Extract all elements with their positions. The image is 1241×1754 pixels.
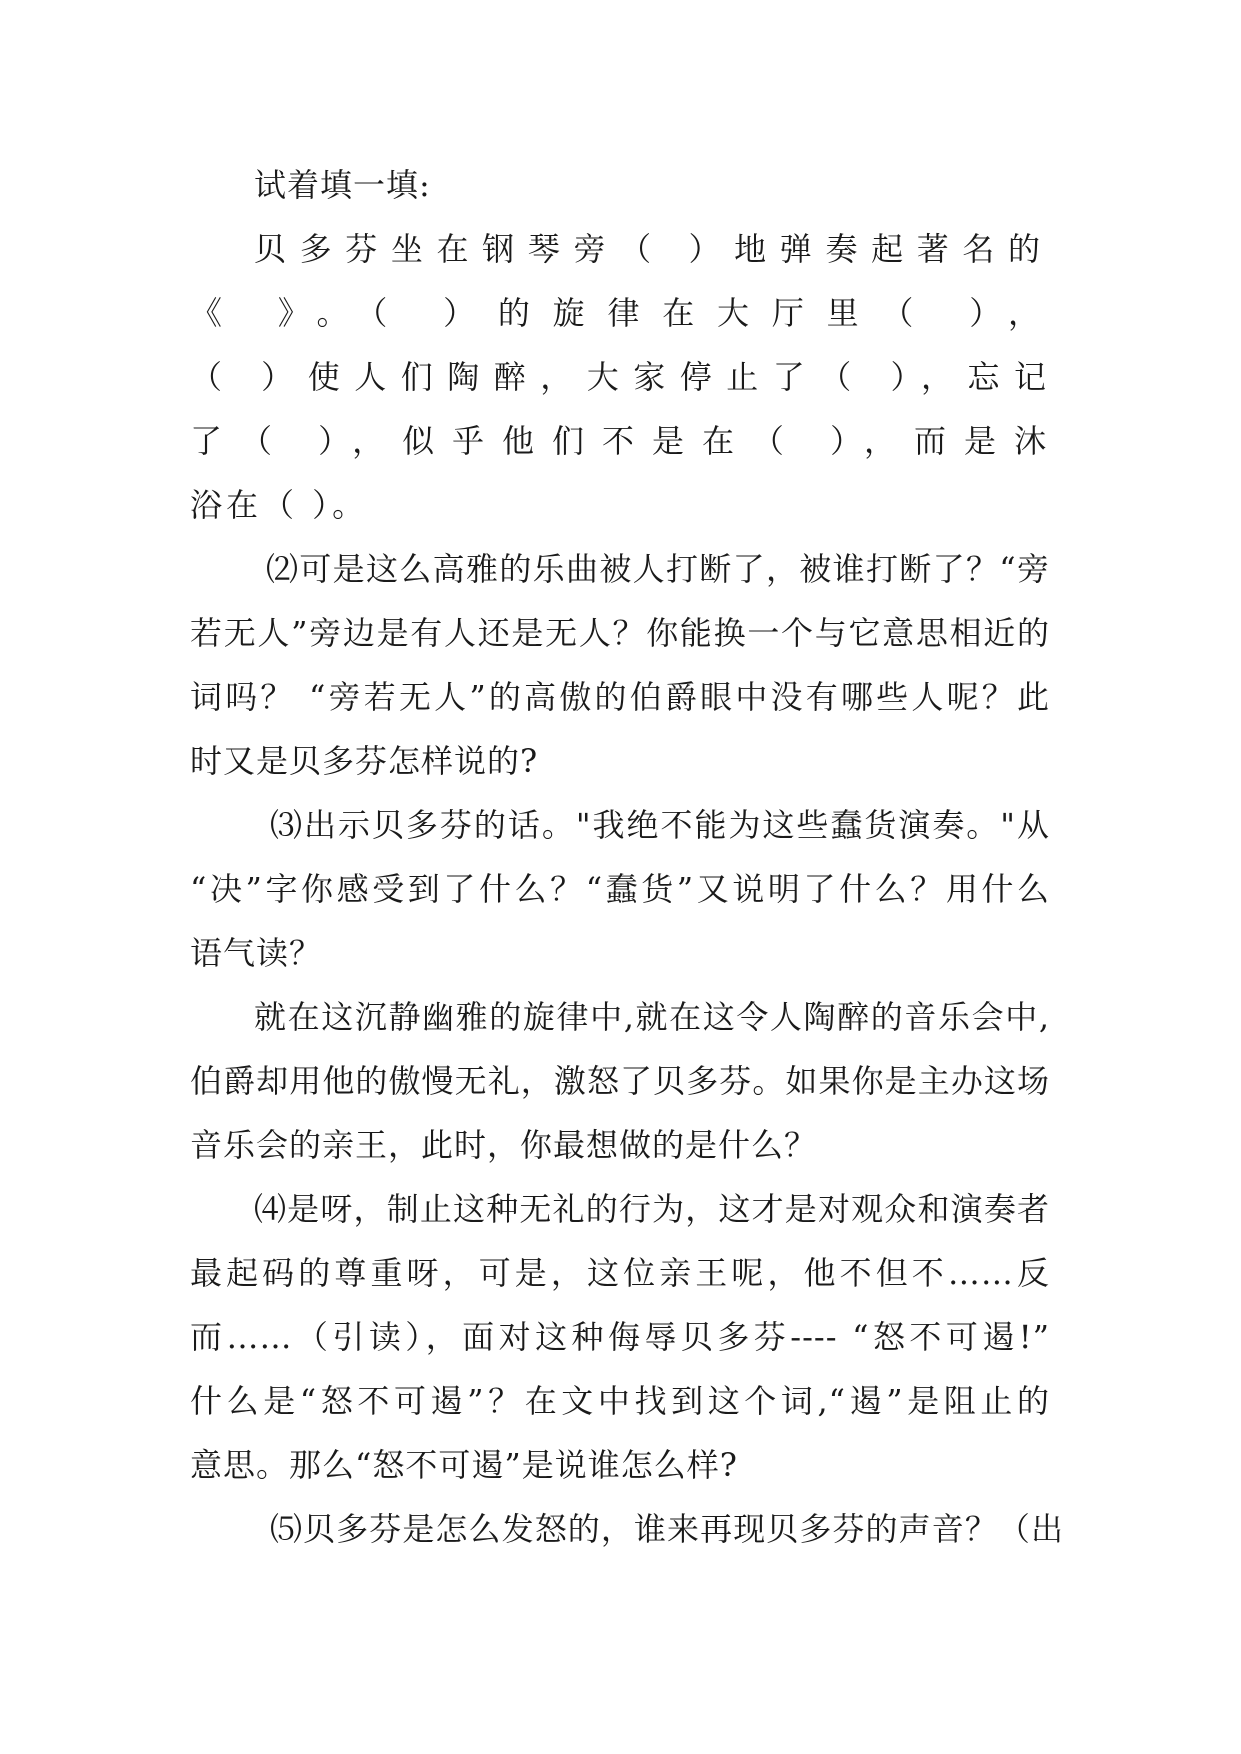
fill-blank-line-3: （ ）使人们陶醉，大家停止了（ ），忘记 [190, 358, 1050, 396]
paragraph-4-line-2: 伯爵却用他的傲慢无礼，激怒了贝多芬。如果你是主办这场 [190, 1062, 1050, 1100]
paragraph-5-line-1: ⑷是呀，制止这种无礼的行为，这才是对观众和演奏者 [254, 1190, 1050, 1228]
paragraph-2-line-2: 若无人”旁边是有人还是无人？你能换一个与它意思相近的 [190, 614, 1050, 652]
paragraph-5-line-4: 什么是“怒不可遏”？在文中找到这个词,“遏”是阻止的 [190, 1382, 1050, 1420]
fill-blank-line-5: 浴在（ ）。 [190, 486, 369, 524]
paragraph-5-line-5: 意思。那么“怒不可遏”是说谁怎么样? [190, 1446, 738, 1484]
paragraph-3-line-1: ⑶出示贝多芬的话。"我绝不能为这些蠢货演奏。"从 [270, 806, 1050, 844]
instruction-line: 试着填一填: [254, 166, 431, 204]
paragraph-2-line-4: 时又是贝多芬怎样说的? [190, 742, 539, 780]
fill-blank-line-2: 《 》。（ ）的旋律在大厅里（ ）， [190, 294, 1050, 332]
paragraph-5-line-2: 最起码的尊重呀，可是，这位亲王呢，他不但不……反 [190, 1254, 1050, 1292]
paragraph-6-line-1: ⑸贝多芬是怎么发怒的，谁来再现贝多芬的声音？（出 [270, 1510, 1064, 1548]
fill-blank-line-1: 贝多芬坐在钢琴旁（ ）地弹奏起著名的 [254, 230, 1050, 268]
paragraph-4-line-1: 就在这沉静幽雅的旋律中,就在这令人陶醉的音乐会中, [254, 998, 1050, 1036]
paragraph-2-line-3: 词吗？ “旁若无人”的高傲的伯爵眼中没有哪些人呢？此 [190, 678, 1050, 716]
paragraph-4-line-3: 音乐会的亲王，此时，你最想做的是什么？ [190, 1126, 818, 1164]
paragraph-5-line-3: 而……（引读），面对这种侮辱贝多芬---- “怒不可遏!” [190, 1318, 1050, 1356]
paragraph-3-line-2: “决”字你感受到了什么？“蠢货”又说明了什么？用什么 [190, 870, 1050, 908]
paragraph-2-line-1: ⑵可是这么高雅的乐曲被人打断了，被谁打断了？“旁 [266, 550, 1050, 588]
paragraph-3-line-3: 语气读？ [190, 934, 323, 972]
fill-blank-line-4: 了（ ），似乎他们不是在（ ），而是沐 [190, 422, 1050, 460]
